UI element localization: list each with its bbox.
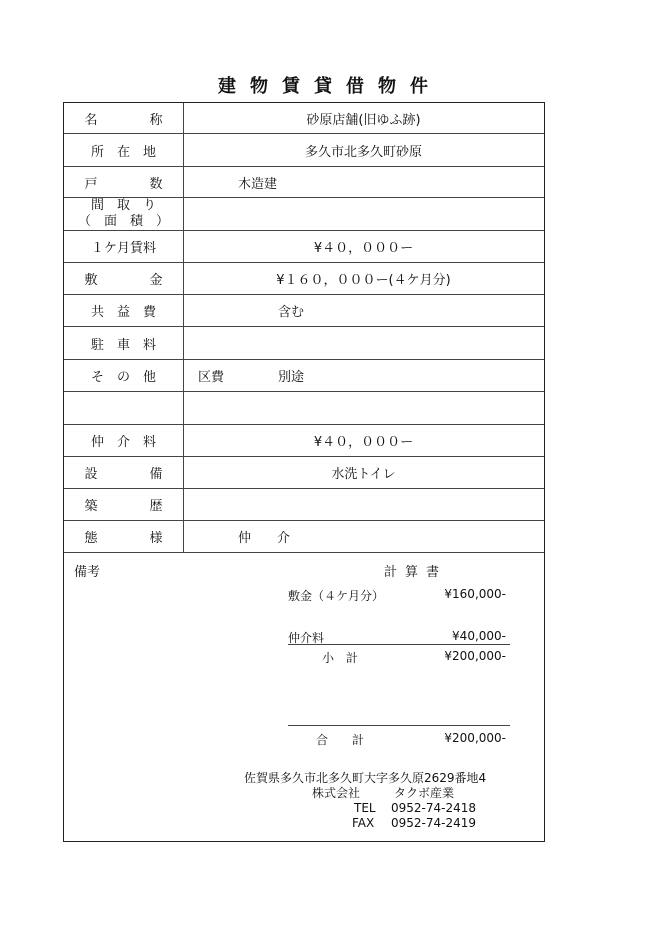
company-address: 佐賀県多久市北多久町大字多久原2629番地4 <box>244 771 487 785</box>
row-brokerage-fee <box>64 425 544 457</box>
company-name: タクボ産業 <box>394 786 455 800</box>
calc-deposit-label: 敷金（４ケ月分） <box>288 589 385 603</box>
document-title: 建物賃貸借物件 <box>218 76 442 97</box>
row-label <box>64 198 183 230</box>
calc-deposit-amount: ¥160,000- <box>444 587 506 601</box>
tel-label: TEL <box>354 801 376 815</box>
row-label: 設 備 <box>84 467 163 482</box>
row-label: そ の 他 <box>90 370 156 385</box>
row-value-2: 別途 <box>278 370 305 385</box>
row-layout <box>64 198 544 231</box>
calc-fee-amount: ¥40,000- <box>452 629 506 643</box>
fax-number: 0952-74-2419 <box>391 816 477 830</box>
row-value: 仲 介 <box>238 531 291 546</box>
calc-total-amount: ¥200,000- <box>444 731 506 745</box>
fax-label: FAX <box>352 816 375 830</box>
company-name-prefix: 株式会社 <box>312 786 361 800</box>
row-value: ¥１６０，０００ー(４ケ月分) <box>276 273 451 288</box>
row-value: ¥４０，０００ー <box>313 435 414 450</box>
row-label-line1: 間 取 り <box>90 198 156 213</box>
row-value: 区費 <box>198 370 225 385</box>
calc-subtotal-amount: ¥200,000- <box>444 649 506 663</box>
row-units <box>64 167 544 198</box>
row-common-fee <box>64 295 544 327</box>
row-value: 含む <box>278 305 305 320</box>
row-label: 駐 車 料 <box>90 337 156 353</box>
row-value: 木造建 <box>238 176 278 192</box>
row-label: 態 様 <box>84 531 163 546</box>
row-facilities <box>64 457 544 489</box>
row-label-line2: （ 面 積 ） <box>77 214 169 229</box>
row-label: 戸 数 <box>84 176 163 192</box>
calc-subtotal-label: 小 計 <box>322 651 359 665</box>
row-label: １ケ月賃料 <box>90 241 156 256</box>
row-monthly-rent <box>64 231 544 263</box>
property-sheet <box>63 102 545 842</box>
row-label: 所 在 地 <box>90 144 156 160</box>
row-transaction-mode <box>64 521 544 553</box>
subtotal-rule <box>288 644 510 645</box>
row-value: 水洗トイレ <box>331 467 396 482</box>
row-blank <box>64 392 544 425</box>
row-other <box>64 360 544 392</box>
tel-number: 0952-74-2418 <box>391 801 477 815</box>
row-deposit <box>64 263 544 295</box>
row-location <box>64 134 544 167</box>
row-value: 多久市北多久町砂原 <box>304 144 422 160</box>
row-value: ¥４０，０００ー <box>313 241 414 256</box>
row-value: 砂原店舗(旧ゆふ跡) <box>306 112 421 128</box>
row-building-age <box>64 489 544 521</box>
calculation-title: 計算書 <box>384 565 448 580</box>
row-parking <box>64 327 544 360</box>
calc-total-label: 合 計 <box>316 733 365 747</box>
total-rule <box>288 725 510 726</box>
row-label: 築 歴 <box>84 499 163 514</box>
row-name <box>64 103 544 134</box>
calc-fee-label: 仲介料 <box>288 631 325 645</box>
remarks-label: 備考 <box>74 565 101 580</box>
row-label: 敷 金 <box>84 273 163 288</box>
row-label: 仲 介 料 <box>90 435 156 450</box>
row-label: 名 称 <box>84 112 163 128</box>
row-label: 共 益 費 <box>90 305 156 320</box>
